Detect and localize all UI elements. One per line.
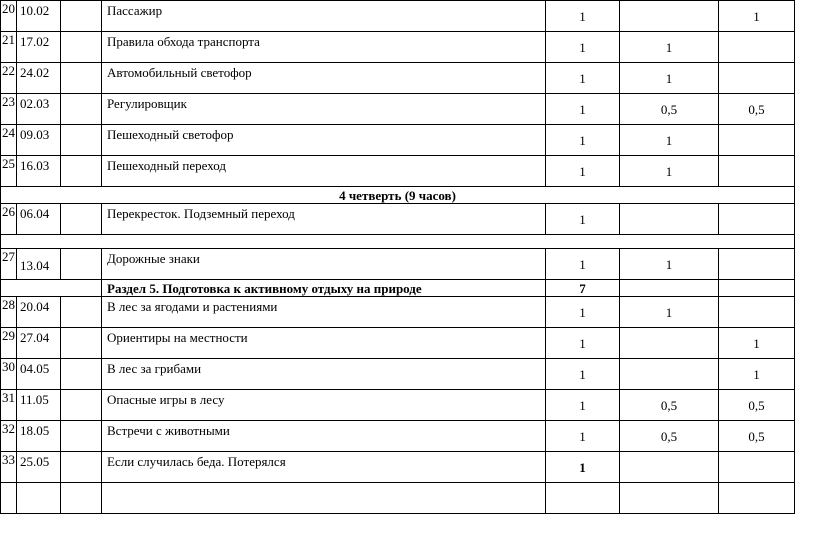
lesson-topic: Опасные игры в лесу <box>102 390 546 421</box>
empty-cell <box>61 328 102 359</box>
table-row <box>1 94 795 125</box>
lesson-date: 06.04 <box>17 204 61 235</box>
empty-cell <box>61 421 102 452</box>
section-hours: 7 <box>546 280 620 297</box>
empty-cell <box>61 204 102 235</box>
blank-cell <box>1 483 17 514</box>
table-row <box>1 249 795 280</box>
hours-total: 1 <box>546 390 620 421</box>
lesson-topic: Автомобильный светофор <box>102 63 546 94</box>
table-row <box>1 421 795 452</box>
hours-practice: 1 <box>719 359 795 390</box>
lesson-number: 32 <box>1 421 17 452</box>
table-row <box>1 32 795 63</box>
hours-total: 1 <box>546 452 620 483</box>
empty-cell <box>61 125 102 156</box>
lesson-topic: Встречи с животными <box>102 421 546 452</box>
lesson-number: 30 <box>1 359 17 390</box>
lesson-number: 31 <box>1 390 17 421</box>
hours-theory: 0,5 <box>620 421 719 452</box>
blank-cell <box>719 483 795 514</box>
lesson-date: 24.02 <box>17 63 61 94</box>
section-spacer <box>1 280 102 297</box>
empty-cell <box>61 452 102 483</box>
hours-theory: 0,5 <box>620 94 719 125</box>
section-cell <box>719 280 795 297</box>
hours-theory: 1 <box>620 297 719 328</box>
blank-row <box>1 483 795 514</box>
hours-practice <box>719 63 795 94</box>
hours-total: 1 <box>546 249 620 280</box>
hours-practice <box>719 204 795 235</box>
hours-theory: 1 <box>620 63 719 94</box>
hours-practice: 1 <box>719 1 795 32</box>
lesson-number: 23 <box>1 94 17 125</box>
hours-theory: 0,5 <box>620 390 719 421</box>
hours-total: 1 <box>546 63 620 94</box>
lesson-topic: Если случилась беда. Потерялся <box>102 452 546 483</box>
blank-cell <box>61 483 102 514</box>
lesson-date: 20.04 <box>17 297 61 328</box>
lesson-number: 27 <box>1 249 17 280</box>
blank-cell <box>17 483 61 514</box>
lesson-date: 13.04 <box>17 249 61 280</box>
lesson-topic: Дорожные знаки <box>102 249 546 280</box>
hours-total: 1 <box>546 156 620 187</box>
lesson-number: 20 <box>1 1 17 32</box>
lesson-number: 22 <box>1 63 17 94</box>
hours-practice: 0,5 <box>719 94 795 125</box>
table-row <box>1 359 795 390</box>
lesson-number: 29 <box>1 328 17 359</box>
empty-cell <box>61 63 102 94</box>
hours-practice <box>719 452 795 483</box>
blank-cell <box>546 483 620 514</box>
hours-total: 1 <box>546 94 620 125</box>
lesson-topic: В лес за ягодами и растениями <box>102 297 546 328</box>
section-cell <box>620 280 719 297</box>
lesson-date: 25.05 <box>17 452 61 483</box>
hours-theory <box>620 328 719 359</box>
table-row <box>1 204 795 235</box>
section-title: Раздел 5. Подготовка к активному отдыху на природе <box>102 280 546 297</box>
table-row <box>1 125 795 156</box>
lesson-date: 09.03 <box>17 125 61 156</box>
hours-theory <box>620 359 719 390</box>
section-header-row <box>1 280 795 297</box>
hours-total: 1 <box>546 1 620 32</box>
empty-cell <box>61 1 102 32</box>
table-row <box>1 390 795 421</box>
table-body <box>1 1 795 514</box>
hours-theory <box>620 452 719 483</box>
table-row <box>1 63 795 94</box>
lesson-date: 17.02 <box>17 32 61 63</box>
lesson-topic: Пешеходный переход <box>102 156 546 187</box>
hours-theory <box>620 1 719 32</box>
hours-total: 1 <box>546 359 620 390</box>
lesson-number: 21 <box>1 32 17 63</box>
blank-row <box>1 235 795 249</box>
hours-practice <box>719 125 795 156</box>
lesson-date: 04.05 <box>17 359 61 390</box>
lesson-date: 27.04 <box>17 328 61 359</box>
empty-cell <box>61 94 102 125</box>
hours-theory: 1 <box>620 125 719 156</box>
lesson-date: 10.02 <box>17 1 61 32</box>
hours-total: 1 <box>546 204 620 235</box>
empty-cell <box>61 249 102 280</box>
hours-theory: 1 <box>620 32 719 63</box>
hours-practice <box>719 156 795 187</box>
lesson-topic: Перекресток. Подземный переход <box>102 204 546 235</box>
hours-practice: 0,5 <box>719 421 795 452</box>
lesson-date: 16.03 <box>17 156 61 187</box>
lesson-topic: Правила обхода транспорта <box>102 32 546 63</box>
hours-practice <box>719 297 795 328</box>
hours-total: 1 <box>546 328 620 359</box>
hours-theory <box>620 204 719 235</box>
lesson-topic: Пешеходный светофор <box>102 125 546 156</box>
quarter-header: 4 четверть (9 часов) <box>1 187 795 204</box>
hours-total: 1 <box>546 32 620 63</box>
lesson-topic: В лес за грибами <box>102 359 546 390</box>
hours-practice: 1 <box>719 328 795 359</box>
blank-cell <box>102 483 546 514</box>
quarter-header-row <box>1 187 795 204</box>
table-row <box>1 1 795 32</box>
lesson-topic: Ориентиры на местности <box>102 328 546 359</box>
lesson-number: 28 <box>1 297 17 328</box>
lesson-date: 18.05 <box>17 421 61 452</box>
hours-theory: 1 <box>620 156 719 187</box>
lesson-date: 02.03 <box>17 94 61 125</box>
lesson-topic: Пассажир <box>102 1 546 32</box>
table-row <box>1 328 795 359</box>
blank-cell <box>1 235 795 249</box>
lesson-number: 25 <box>1 156 17 187</box>
hours-total: 1 <box>546 125 620 156</box>
lesson-topic: Регулировщик <box>102 94 546 125</box>
table-row <box>1 156 795 187</box>
hours-theory: 1 <box>620 249 719 280</box>
hours-practice <box>719 32 795 63</box>
lesson-number: 33 <box>1 452 17 483</box>
empty-cell <box>61 156 102 187</box>
blank-cell <box>620 483 719 514</box>
empty-cell <box>61 297 102 328</box>
hours-practice: 0,5 <box>719 390 795 421</box>
lesson-number: 26 <box>1 204 17 235</box>
hours-practice <box>719 249 795 280</box>
lesson-date: 11.05 <box>17 390 61 421</box>
lesson-number: 24 <box>1 125 17 156</box>
empty-cell <box>61 359 102 390</box>
empty-cell <box>61 390 102 421</box>
hours-total: 1 <box>546 297 620 328</box>
table-row <box>1 297 795 328</box>
hours-total: 1 <box>546 421 620 452</box>
empty-cell <box>61 32 102 63</box>
table-row <box>1 452 795 483</box>
